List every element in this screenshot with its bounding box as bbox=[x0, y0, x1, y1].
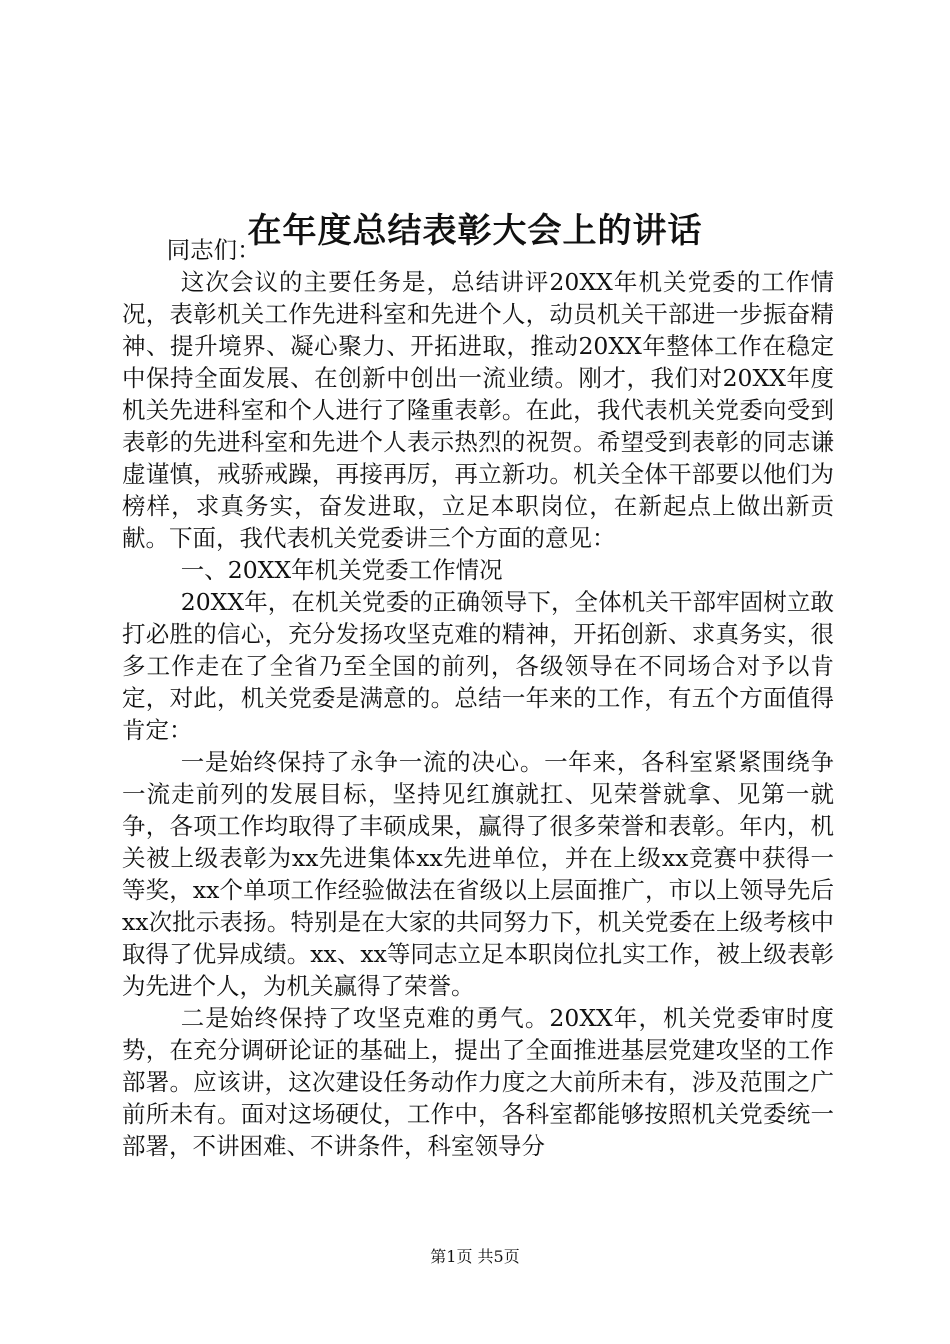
document-body bbox=[122, 234, 834, 1162]
document-title: 在年度总结表彰大会上的讲话 bbox=[247, 210, 703, 251]
salutation: 同志们： bbox=[166, 236, 261, 264]
paragraph-intro: 这次会议的主要任务是，总结讲评20XX年机关党委的工作情况，表彰机关工作先进科室和先进个人，动员机关干部进一步振奋精神、提升境界、凝心聚力、开拓进取，推动20XX年整体工作在稳定中保持全面发展、在创新中创出一流业绩。刚才，我们对20XX年度机关先进科室和个人进行了隆重表彰。在此，我代表机关党委向受到表彰的先进科室和先进个人表示热烈的祝贺。希望受到表彰的同志谦虚谨慎，戒骄戒躁，再接再厉，再立新功。机关全体干部要以他们为榜样，求真务实，奋发进取，立足本职岗位，在新起点上做出新贡献。下面，我代表机关党委讲三个方面的意见： bbox=[122, 268, 834, 552]
section-heading-1: 一、20XX年机关党委工作情况 bbox=[180, 556, 503, 584]
paragraph-summary: 20XX年，在机关党委的正确领导下，全体机关干部牢固树立敢打必胜的信心，充分发扬攻坚克难的精神，开拓创新、求真务实，很多工作走在了全省乃至全国的前列，各级领导在不同场合对予以肯定，对此，机关党委是满意的。总结一年来的工作，有五个方面值得肯定： bbox=[122, 588, 834, 744]
paragraph-point-1: 一是始终保持了永争一流的决心。一年来，各科室紧紧围绕争一流走前列的发展目标，坚持见红旗就扛、见荣誉就拿、见第一就争，各项工作均取得了丰硕成果，赢得了很多荣誉和表彰。年内，机关被上级表彰为xx先进集体xx先进单位，并在上级xx竞赛中获得一等奖，xx个单项工作经验做法在省级以上层面推广，市以上领导先后xx次批示表扬。特别是在大家的共同努力下，机关党委在上级考核中取得了优异成绩。xx、xx等同志立足本职岗位扎实工作，被上级表彰为先进个人，为机关赢得了荣誉。 bbox=[122, 748, 834, 1000]
paragraph-point-2: 二是始终保持了攻坚克难的勇气。20XX年，机关党委审时度势，在充分调研论证的基础上，提出了全面推进基层党建攻坚的工作部署。应该讲，这次建设任务动作力度之大前所未有，涉及范围之广前所未有。面对这场硬仗，工作中，各科室都能够按照机关党委统一部署，不讲困难、不讲条件，科室领导分 bbox=[122, 1004, 834, 1160]
page-footer: 第1页 共5页 bbox=[430, 1247, 520, 1266]
